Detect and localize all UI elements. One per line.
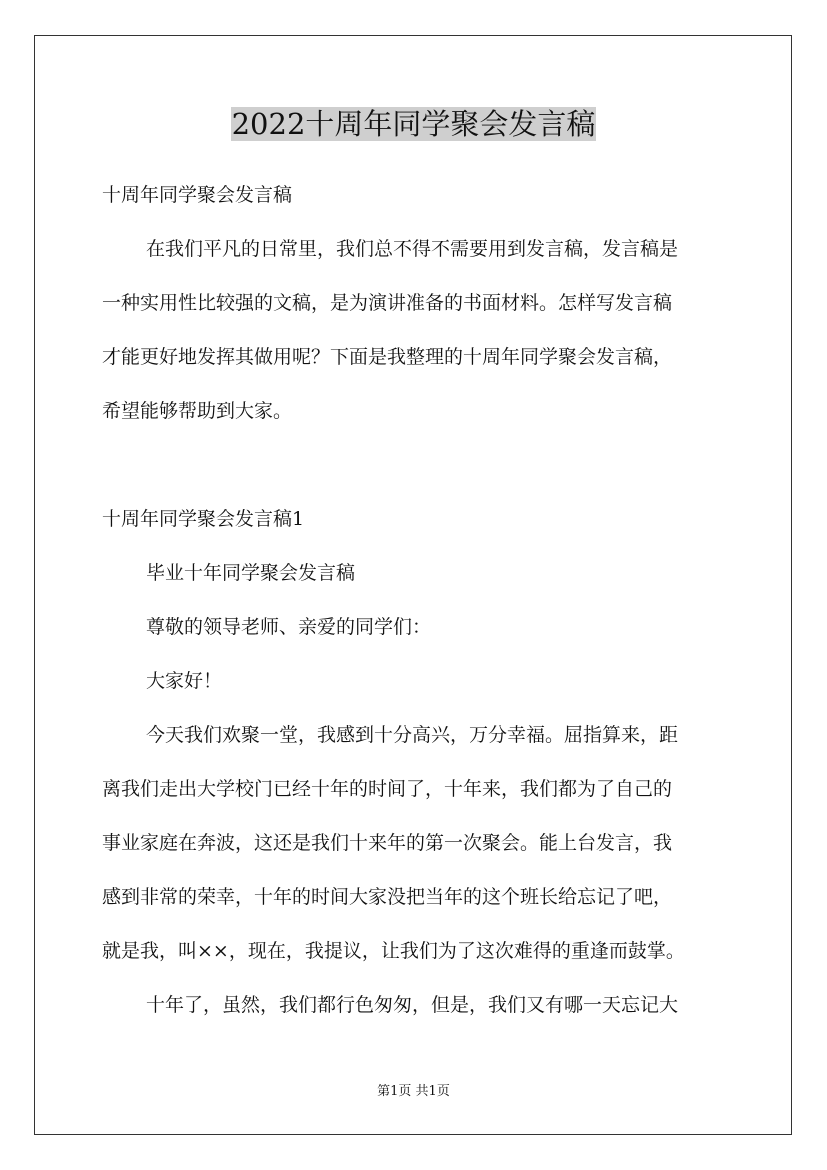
paragraph-line: 十年了，虽然，我们都行色匆匆，但是，我们又有哪一天忘记大 [146, 994, 679, 1016]
section-heading: 十周年同学聚会发言稿1 [102, 508, 305, 530]
page-footer: 第1页 共1页 [377, 1084, 450, 1099]
section-heading: 十周年同学聚会发言稿 [102, 184, 293, 206]
paragraph-line: 毕业十年同学聚会发言稿 [146, 562, 356, 584]
paragraph-line: 事业家庭在奔波，这还是我们十来年的第一次聚会。能上台发言，我 [102, 832, 673, 854]
paragraph-line: 感到非常的荣幸，十年的时间大家没把当年的这个班长给忘记了吧， [102, 886, 673, 908]
paragraph-line: 尊敬的领导老师、亲爱的同学们： [146, 616, 432, 638]
paragraph-line: 在我们平凡的日常里，我们总不得不需要用到发言稿，发言稿是 [146, 238, 679, 260]
paragraph-line: 就是我，叫××，现在，我提议，让我们为了这次难得的重逢而鼓掌。 [102, 940, 685, 962]
paragraph-line: 今天我们欢聚一堂，我感到十分高兴，万分幸福。屈指算来，距 [146, 724, 679, 746]
document-title [0, 104, 827, 144]
paragraph-line: 才能更好地发挥其做用呢？下面是我整理的十周年同学聚会发言稿， [102, 346, 673, 368]
paragraph-line: 希望能够帮助到大家。 [102, 400, 293, 422]
document-title-text: 2022十周年同学聚会发言稿 [231, 107, 596, 141]
paragraph-line: 一种实用性比较强的文稿，是为演讲准备的书面材料。怎样写发言稿 [102, 292, 673, 314]
paragraph-line: 大家好！ [146, 670, 223, 692]
paragraph-line: 离我们走出大学校门已经十年的时间了，十年来，我们都为了自己的 [102, 778, 673, 800]
